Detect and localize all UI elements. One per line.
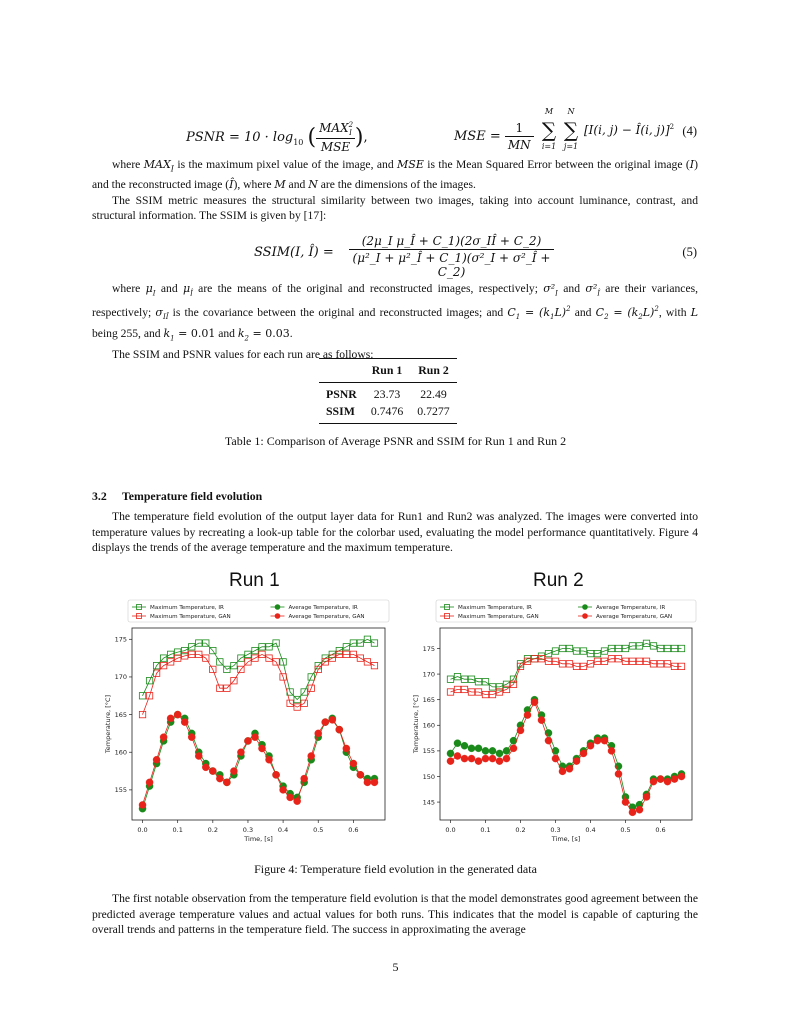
p3-t6: is the covariance between the original and reconstructed images; and — [168, 305, 508, 319]
data-point — [364, 779, 371, 786]
p3-m7: C — [595, 305, 605, 319]
psnr-lhs: PSNR = 10 · log — [186, 130, 294, 146]
p1-m4: Î — [229, 177, 234, 191]
data-point — [315, 730, 322, 737]
table-header-run2: Run 2 — [418, 363, 449, 377]
legend — [128, 600, 389, 622]
paragraph-temperature-intro — [92, 509, 698, 556]
data-point — [671, 775, 678, 782]
table-row — [319, 403, 457, 424]
sum2-symbol: ∑ — [563, 118, 579, 142]
legend-label: Maximum Temperature, IR — [150, 605, 224, 611]
equation-4: PSNR = $10 \cdot \log_{10}$ ( $\frac{MAX^2_I}{\text{MSE}}$ ), MSE = $\frac{1}{MN}$ M ∑ i=1 N ∑ j=1 [I(i, j) − Î(i, j)]$^2$ — [186, 107, 675, 155]
table-header-run1: Run 1 — [371, 363, 403, 377]
x-tick-label: 0.5 — [313, 826, 324, 834]
paragraph-ssim-intro: The SSIM metric measures the structural similarity between two images, taking into account luminance, contrast, and structural information. The SSIM is given by [17]: — [92, 193, 698, 223]
data-point — [503, 747, 510, 754]
p1-t7: are the dimensions of the images. — [317, 177, 476, 191]
data-point — [258, 745, 265, 752]
p3-m3: σ² — [543, 282, 556, 295]
x-tick-label: 0.2 — [515, 826, 526, 834]
table-header-row — [319, 359, 457, 383]
p3-t1: where — [112, 282, 146, 295]
data-point — [265, 756, 272, 763]
legend-label: Average Temperature, GAN — [596, 614, 673, 620]
row-value-run1: 23.73 — [373, 387, 401, 401]
mse-lhs: MSE = — [454, 129, 501, 144]
legend-label: Average Temperature, IR — [288, 605, 358, 611]
data-point — [181, 719, 188, 726]
p1-m2: MSE — [397, 158, 424, 171]
mse-sum-body: [I(i, j) − Î(i, j)] — [584, 123, 670, 137]
data-point — [643, 793, 650, 800]
p3-m5: σ — [155, 305, 163, 319]
y-tick-label: 160 — [422, 721, 435, 730]
legend-marker — [582, 613, 588, 619]
data-point — [468, 755, 475, 762]
data-point — [188, 734, 195, 741]
sum1-top: M — [544, 107, 554, 116]
x-tick-label: 0.5 — [620, 826, 631, 834]
data-point — [552, 755, 559, 762]
y-tick-label: 165 — [422, 695, 435, 704]
mse-frac-den: MN — [507, 138, 531, 152]
data-point — [580, 750, 587, 757]
data-point — [308, 752, 315, 759]
data-point — [447, 750, 454, 757]
legend-label: Maximum Temperature, IR — [458, 605, 532, 611]
data-point — [371, 779, 378, 786]
legend-label: Maximum Temperature, GAN — [150, 614, 231, 620]
y-tick-label: 165 — [114, 710, 127, 719]
data-point — [538, 717, 545, 724]
row-label: PSNR — [326, 387, 357, 401]
data-point — [447, 758, 454, 765]
sum1-symbol: ∑ — [541, 118, 557, 142]
y-tick-label: 150 — [422, 772, 435, 781]
x-tick-label: 0.6 — [348, 826, 359, 834]
chart-run1 — [96, 598, 396, 848]
data-point — [531, 699, 538, 706]
table-row — [319, 383, 457, 404]
x-tick-label: 0.0 — [445, 826, 456, 834]
x-axis-label: Time, [s] — [551, 835, 581, 843]
p1-t5: ), where — [233, 177, 275, 191]
p3-m9rest: = 0.01 — [174, 326, 216, 340]
p3-m2: μ — [182, 282, 191, 295]
data-point — [650, 778, 657, 785]
psnr-num-sup: 2 — [348, 121, 354, 129]
legend-label: Average Temperature, IR — [596, 605, 666, 611]
equation-5 — [254, 234, 554, 279]
row-value-run1: 0.7476 — [370, 404, 404, 418]
p3-t5: are their variances, respectively; — [92, 282, 698, 319]
x-tick-label: 0.6 — [655, 826, 666, 834]
data-point — [287, 794, 294, 801]
data-point — [329, 716, 336, 723]
x-tick-label: 0.2 — [207, 826, 218, 834]
legend — [436, 600, 696, 622]
p3-m3sub: I — [555, 289, 558, 298]
p3-m6rest2: L) — [554, 305, 567, 319]
x-tick-label: 0.1 — [172, 826, 183, 834]
p3-m9sub: 1 — [170, 333, 175, 342]
x-tick-label: 0.3 — [242, 826, 254, 834]
log-subscript: 10 — [293, 137, 304, 147]
page-number: 5 — [392, 960, 399, 974]
p3-m8: L — [690, 305, 699, 319]
data-point — [524, 711, 531, 718]
y-tick-label: 170 — [422, 670, 435, 679]
data-point — [350, 760, 357, 767]
equation-5-number: (5) — [682, 245, 697, 259]
data-point — [475, 745, 482, 752]
data-point — [503, 755, 510, 762]
data-point — [489, 755, 496, 762]
x-axis-label: Time, [s] — [244, 835, 273, 843]
ssim-denominator: (μ²_I + μ²_Î + C_1)(σ²_I + σ²_Î + C_2) — [352, 251, 551, 279]
mse-frac-num: 1 — [505, 121, 534, 137]
p3-m7sup: 2 — [654, 304, 659, 313]
p1-m5: M — [274, 177, 286, 191]
plot-frame — [440, 628, 692, 820]
p3-m6sub: 1 — [515, 313, 521, 322]
data-point — [594, 737, 601, 744]
x-tick-label: 0.4 — [585, 826, 596, 834]
data-point — [482, 747, 489, 754]
data-point — [139, 801, 146, 808]
data-point — [496, 758, 503, 765]
eq4-comma: , — [363, 130, 368, 146]
data-point — [587, 742, 594, 749]
p3-m7rest2: L) — [642, 305, 655, 319]
section-number: 3.2 — [92, 489, 107, 503]
p3-m1: μ — [145, 282, 153, 295]
p1-t3: is the Mean Squared Error between the original image ( — [423, 158, 690, 171]
y-tick-label: 155 — [114, 786, 127, 795]
paragraph-ssim-definition — [92, 281, 698, 362]
data-point — [552, 747, 559, 754]
data-point — [454, 752, 461, 759]
data-point — [209, 767, 216, 774]
data-point — [664, 778, 671, 785]
data-point — [566, 765, 573, 772]
p3-t11: . — [289, 326, 293, 340]
row-value-run2: 22.49 — [420, 387, 447, 401]
y-tick-label: 145 — [422, 798, 435, 807]
p3-m2sub: Î — [190, 289, 193, 298]
chart-title-run1: Run 1 — [229, 570, 280, 591]
p1-t1: where — [112, 158, 144, 171]
p1-t4: ) and the reconstructed image ( — [92, 158, 698, 191]
legend-label: Maximum Temperature, GAN — [458, 614, 539, 620]
x-tick-label: 0.0 — [137, 826, 148, 834]
p3-m4sub: Î — [597, 289, 600, 298]
table-header-empty — [319, 359, 364, 383]
chart-title-run2: Run 2 — [533, 570, 584, 591]
p3-m9: k — [163, 326, 171, 340]
data-point — [657, 775, 664, 782]
chart-run2 — [398, 598, 700, 848]
p3-t8: , with — [658, 305, 691, 319]
data-point — [510, 737, 517, 744]
p3-m7sub: 2 — [604, 313, 609, 322]
table-caption: Table 1: Comparison of Average PSNR and SSIM for Run 1 and Run 2 — [224, 434, 567, 448]
data-point — [244, 737, 251, 744]
p3-m6rest: = (k — [520, 305, 550, 319]
p3-m6sup: 2 — [566, 304, 571, 313]
p3-t3: are the means of the original and reconstructed images, respectively; — [192, 282, 544, 295]
paragraph-values-intro: The SSIM and PSNR values for each run are as follows: — [112, 347, 374, 361]
data-point — [301, 775, 308, 782]
legend-marker — [275, 613, 281, 619]
p1-m1: MAX — [143, 158, 171, 171]
figure-caption: Figure 4: Temperature field evolution in the generated data — [254, 862, 537, 876]
data-point — [343, 745, 350, 752]
p3-m10: k — [237, 326, 245, 340]
paragraph-observation — [92, 891, 698, 938]
y-tick-label: 155 — [422, 747, 435, 756]
paragraph-psnr-definition — [92, 157, 698, 224]
ssim-lhs: SSIM(I, Î) = — [254, 245, 334, 260]
p3-m7rest: = (k — [608, 305, 639, 319]
data-point — [615, 770, 622, 777]
p3-t9: being 255, and — [92, 326, 164, 340]
sum1-bottom: i=1 — [541, 142, 557, 151]
y-tick-label: 175 — [422, 644, 435, 653]
psnr-ssim-table — [319, 358, 457, 424]
p3-m10rest: = 0.03 — [249, 326, 290, 340]
data-point — [251, 734, 258, 741]
row-value-run2: 0.7277 — [417, 404, 450, 418]
psnr-num-sub: I — [349, 129, 352, 138]
equation-4-number: (4) — [682, 124, 697, 138]
data-point — [489, 747, 496, 754]
data-point — [160, 734, 167, 741]
data-point — [461, 755, 468, 762]
y-axis-label: Temperature, [°C] — [412, 694, 420, 754]
x-tick-label: 0.3 — [550, 826, 561, 834]
p3-t2: and — [155, 282, 183, 295]
data-point — [202, 764, 209, 771]
data-point — [629, 809, 636, 816]
data-point — [294, 798, 301, 805]
data-point — [167, 715, 174, 722]
data-point — [174, 711, 181, 718]
x-tick-label: 0.1 — [480, 826, 491, 834]
y-tick-label: 170 — [114, 673, 127, 682]
section-title: Temperature field evolution — [122, 489, 263, 503]
section-heading — [92, 489, 262, 504]
data-point — [496, 750, 503, 757]
p3-t10: and — [215, 326, 238, 340]
y-tick-label: 160 — [114, 748, 127, 757]
data-point — [357, 771, 364, 778]
data-point — [475, 758, 482, 765]
y-axis-label: Temperature, [°C] — [104, 694, 112, 754]
data-point — [678, 773, 685, 780]
p1-t6: and — [285, 177, 309, 191]
data-point — [608, 747, 615, 754]
p3-m6restsub: 1 — [550, 313, 555, 322]
p1-m6: N — [308, 177, 318, 191]
p1-m3: I — [689, 158, 695, 171]
data-point — [636, 806, 643, 813]
data-point — [545, 737, 552, 744]
p3-m7restsub: 2 — [638, 313, 643, 322]
p1-m1sub: I — [170, 164, 174, 174]
p3-t7: and — [570, 305, 596, 319]
mse-sum-sup: 2 — [669, 123, 675, 131]
p3-m6: C — [507, 305, 516, 319]
y-tick-label: 175 — [114, 635, 127, 644]
data-point — [482, 755, 489, 762]
sum2-bottom: j=1 — [563, 142, 579, 151]
data-point — [146, 779, 153, 786]
data-point — [237, 749, 244, 756]
data-point — [510, 745, 517, 752]
data-point — [223, 779, 230, 786]
data-point — [601, 737, 608, 744]
data-point — [622, 798, 629, 805]
sum2-top: N — [567, 107, 575, 116]
p3-m10sub: 2 — [244, 333, 250, 342]
data-point — [468, 745, 475, 752]
p3-m5sub: IÎ — [162, 313, 169, 322]
legend-marker — [275, 604, 281, 610]
data-point — [322, 719, 329, 726]
p6-text: The first notable observation from the temperature field evolution is that the model demonstrates good agreement between the predicted average temperature values and actual values for both runs. This indicates that the model is capable of capturing the overall trends and patterns in the temperature field. The success in approximating the average — [92, 892, 698, 937]
data-point — [461, 742, 468, 749]
legend-marker — [582, 604, 588, 610]
data-point — [454, 740, 461, 747]
p1-t2: is the maximum pixel value of the image, and — [173, 158, 398, 171]
psnr-denominator: MSE — [320, 140, 351, 155]
data-point — [230, 767, 237, 774]
data-point — [272, 771, 279, 778]
p3-m1sub: I — [152, 289, 156, 298]
data-point — [559, 768, 566, 775]
data-point — [336, 726, 343, 733]
ssim-numerator: (2μ_I μ_Î + C_1)(2σ_IÎ + C_2) — [349, 234, 554, 250]
row-label: SSIM — [326, 404, 355, 418]
data-point — [517, 727, 524, 734]
p5-text: The temperature field evolution of the output layer data for Run1 and Run2 was analyzed. The images were converted into temperature values by recreating a look-up table for the colorbar used, evaluating the model performance quantitatively. Figure 4 displays the trends of the average temperature and the maximum temperature. — [92, 510, 698, 555]
data-point — [279, 786, 286, 793]
p3-m4: σ² — [585, 282, 598, 295]
p3-t4: and — [557, 282, 586, 295]
data-point — [573, 758, 580, 765]
legend-label: Average Temperature, GAN — [288, 614, 365, 620]
data-point — [216, 775, 223, 782]
psnr-numerator: MAX — [319, 121, 349, 135]
x-tick-label: 0.4 — [277, 826, 289, 834]
data-point — [195, 752, 202, 759]
data-point — [153, 756, 160, 763]
